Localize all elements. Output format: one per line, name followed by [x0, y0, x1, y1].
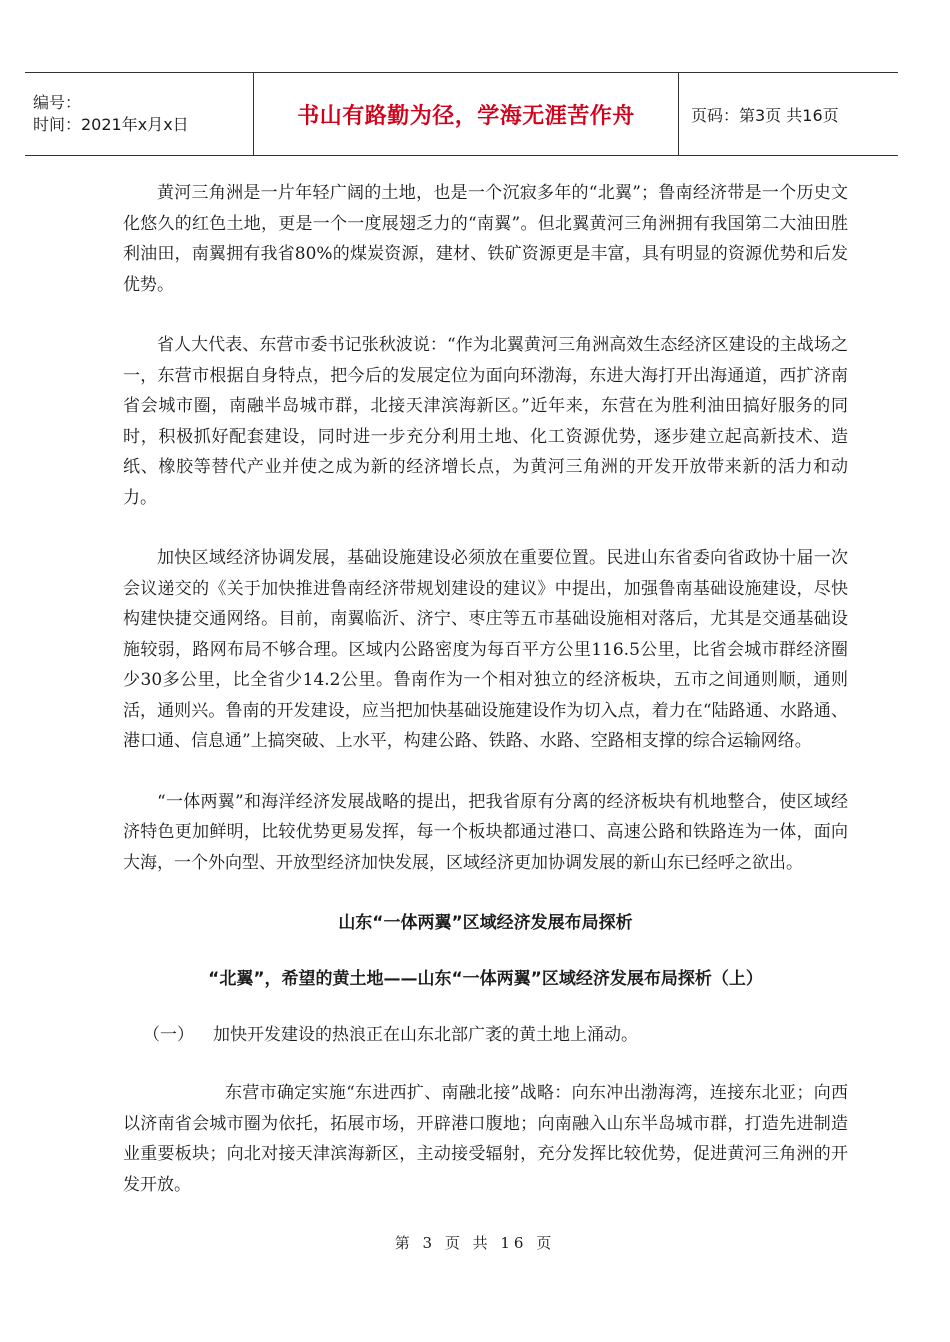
list-item [123, 1020, 848, 1050]
section-heading: 山东“一体两翼”区域经济发展布局探析 [338, 913, 633, 933]
paragraph-3: 加快区域经济协调发展，基础设施建设必须放在重要位置。民进山东省委向省政协十届一次会议递交的《关于加快推进鲁南经济带规划建设的建议》中提出，加强鲁南基础设施建设，尽快构建快捷交通网络。目前，南翼临沂、济宁、枣庄等五市基础设施相对落后，尤其是交通基础设施较弱，路网布局不够合理。区域内公路密度为每百平方公里116.5公里，比省会城市群经济圈少30多公里，比全省少14.2公里。鲁南作为一个相对独立的经济板块，五市之间通则顺，通则活，通则兴。鲁南的开发建设，应当把加快基础设施建设作为切入点，着力在“陆路通、水路通、港口通、信息通”上搞突破、上水平，构建公路、铁路、水路、空路相支撑的综合运输网络。 [123, 548, 848, 751]
header-meta [25, 73, 254, 155]
page-footer: 第 3 页 共 16 页 [394, 1234, 556, 1252]
document-body [123, 178, 848, 1200]
header-motto: 书山有路勤为径，学海无涯苦作舟 [254, 73, 679, 155]
paragraph-5: 东营市确定实施“东进西扩、南融北接”战略：向东冲出渤海湾，连接东北亚；向西以济南省会城市圈为依托，拓展市场，开辟港口腹地；向南融入山东半岛城市群，打造先进制造业重要板块；向北对接天津滨海新区，主动接受辐射，充分发挥比较优势，促进黄河三角洲的开发开放。 [123, 1083, 848, 1195]
header-page-info: 页码：第3页 共16页 [691, 105, 839, 125]
time-label: 时间：2021年x月x日 [33, 115, 189, 134]
paragraph-4: “一体两翼”和海洋经济发展战略的提出，把我省原有分离的经济板块有机地整合，使区域经济特色更加鲜明，比较优势更易发挥，每一个板块都通过港口、高速公路和铁路连为一体，面向大海，一个外向型、开放型经济加快发展，区域经济更加协调发展的新山东已经呼之欲出。 [123, 791, 848, 873]
paragraph-1: 黄河三角洲是一片年轻广阔的土地，也是一个沉寂多年的“北翼”；鲁南经济带是一个历史文化悠久的红色土地，更是一个一度展翅乏力的“南翼”。但北翼黄河三角洲拥有我国第二大油田胜利油田，南翼拥有我省80%的煤炭资源，建材、铁矿资源更是丰富，具有明显的资源优势和后发优势。 [123, 183, 848, 295]
paragraph-2: 省人大代表、东营市委书记张秋波说：“作为北翼黄河三角洲高效生态经济区建设的主战场之一，东营市根据自身特点，把今后的发展定位为面向环渤海，东进大海打开出海通道，西扩济南省会城市圈，南融半岛城市群，北接天津滨海新区。”近年来，东营在为胜利油田搞好服务的同时，积极抓好配套建设，同时进一步充分利用土地、化工资源优势，逐步建立起高新技术、造纸、橡胶等替代产业并使之成为新的经济增长点，为黄河三角洲的开发开放带来新的活力和动力。 [123, 335, 848, 508]
subsection-heading: “北翼”，希望的黄土地——山东“一体两翼”区域经济发展布局探析（上） [208, 969, 763, 989]
list-text: 加快开发建设的热浪正在山东北部广袤的黄土地上涌动。 [213, 1025, 638, 1045]
page-header [25, 72, 898, 156]
serial-number-label: 编号： [33, 93, 82, 112]
list-number: （一） [143, 1025, 194, 1045]
